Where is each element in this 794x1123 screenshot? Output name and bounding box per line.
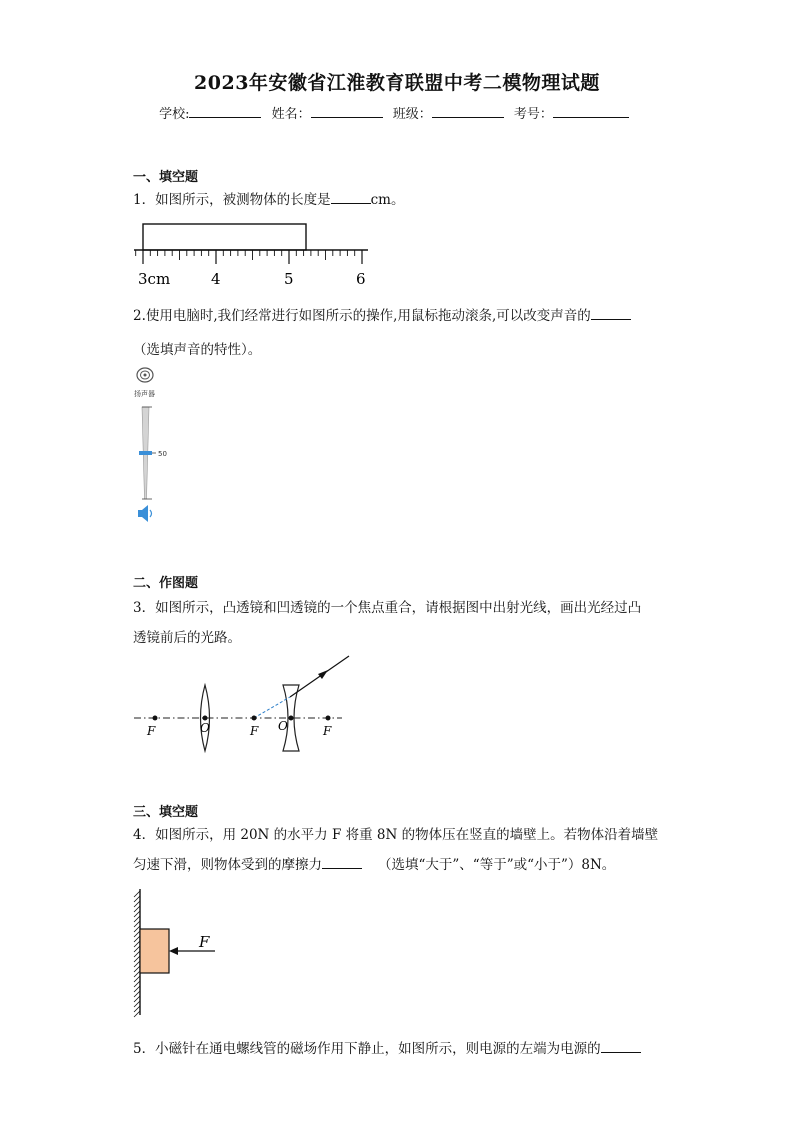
hatch-line — [134, 911, 140, 917]
speaker-icon[interactable] — [138, 505, 152, 522]
wall-figure — [125, 885, 225, 1020]
hatch-line — [134, 901, 140, 907]
question-5-text: 5．小磁针在通电螺线管的磁场作用下静止，如图所示，则电源的左端为电源的 — [133, 1041, 601, 1057]
hatch-line — [134, 971, 140, 977]
speaker-label: 扬声器 — [134, 390, 155, 398]
question-4-text-2b: （选填“大于”、“等于”或“小于”）8N。 — [378, 857, 616, 873]
question-4-text-1: 4．如图所示，用 20N 的水平力 F 将重 8N 的物体压在竖直的墙壁上。若物体沿着墙壁 — [133, 827, 659, 843]
ruler-label-6: 6 — [356, 270, 366, 288]
hatch-line — [134, 991, 140, 997]
hatch-line — [134, 956, 140, 962]
ruler-label-4: 4 — [211, 270, 221, 288]
number-blank[interactable] — [553, 105, 629, 118]
hatch-line — [134, 1011, 140, 1017]
name-blank[interactable] — [311, 105, 383, 118]
question-5 — [133, 1036, 673, 1062]
question-1-text: 1．如图所示，被测物体的长度是 — [133, 192, 331, 208]
speaker-device-icon — [137, 368, 153, 382]
question-3-text-1: 3．如图所示，凸透镜和凹透镜的一个焦点重合，请根据图中出射光线，画出光经过凸 — [133, 600, 642, 616]
number-label: 考号： — [513, 107, 553, 122]
hatch-line — [134, 996, 140, 1002]
question-2 — [133, 303, 663, 363]
focus-point-left — [153, 716, 158, 721]
label-f-right: F — [323, 724, 332, 738]
lens-figure — [130, 650, 360, 760]
ruler-ticks — [136, 250, 362, 264]
section-heading-3: 三、填空题 — [133, 805, 199, 820]
answer-blank-2[interactable] — [591, 307, 631, 320]
hatch-line — [134, 981, 140, 987]
hatch-line — [134, 931, 140, 937]
hatch-line — [134, 1001, 140, 1007]
answer-blank-5[interactable] — [601, 1040, 641, 1053]
ruler-figure — [130, 220, 375, 290]
outgoing-ray — [290, 656, 349, 697]
label-f-left: F — [147, 724, 156, 738]
hatch-line — [134, 946, 140, 952]
page-title: 2023年安徽省江淮教育联盟中考二模物理试题 — [194, 72, 600, 94]
hatch-line — [134, 961, 140, 967]
force-arrow-head-icon — [169, 947, 178, 955]
volume-figure — [130, 365, 190, 530]
class-label: 班级： — [392, 107, 432, 122]
focus-point-right — [326, 716, 331, 721]
name-label: 姓名： — [271, 107, 311, 122]
question-2-text-2: （选填声音的特性）。 — [133, 342, 262, 358]
label-o-convex: O — [200, 721, 210, 735]
label-f-center: F — [250, 724, 259, 738]
answer-blank-1[interactable] — [331, 191, 371, 204]
wall-hatching — [134, 891, 140, 1017]
optical-center-convex — [203, 716, 208, 721]
question-4 — [133, 822, 673, 878]
hatch-line — [134, 966, 140, 972]
hatch-line — [134, 906, 140, 912]
extension-line — [254, 697, 290, 718]
shared-focus-point — [252, 716, 257, 721]
question-2-text-1: 2.使用电脑时,我们经常进行如图所示的操作,用鼠标拖动滚条,可以改变声音的 — [133, 308, 591, 324]
hatch-line — [134, 951, 140, 957]
student-info — [0, 103, 794, 122]
question-4-text-2a: 匀速下滑，则物体受到的摩擦力 — [133, 857, 322, 873]
hatch-line — [134, 926, 140, 932]
optical-center-concave — [289, 716, 294, 721]
question-3 — [133, 595, 673, 651]
class-blank[interactable] — [432, 105, 504, 118]
school-label: 学校: — [159, 107, 190, 122]
answer-blank-4[interactable] — [322, 856, 362, 869]
volume-slider-thumb[interactable] — [139, 451, 152, 455]
question-3-text-2: 透镜前后的光路。 — [133, 630, 241, 646]
school-blank[interactable] — [189, 105, 261, 118]
force-label: F — [199, 933, 210, 951]
hatch-line — [134, 936, 140, 942]
question-1-unit: cm。 — [370, 192, 405, 208]
ruler-label-3cm: 3cm — [138, 270, 171, 288]
hatch-line — [134, 976, 140, 982]
ray-arrow-icon — [318, 670, 328, 679]
hatch-line — [134, 941, 140, 947]
hatch-line — [134, 896, 140, 902]
hatch-line — [134, 921, 140, 927]
volume-value: 50 — [158, 450, 167, 458]
block — [140, 929, 169, 973]
hatch-line — [134, 1006, 140, 1012]
question-1 — [133, 187, 404, 213]
hatch-line — [134, 891, 140, 897]
section-heading-2: 二、作图题 — [133, 576, 199, 591]
measured-object — [143, 224, 306, 250]
hatch-line — [134, 916, 140, 922]
section-heading-1: 一、填空题 — [133, 170, 199, 185]
ruler-label-5: 5 — [284, 270, 294, 288]
hatch-line — [134, 986, 140, 992]
label-o-concave: O — [278, 719, 288, 733]
